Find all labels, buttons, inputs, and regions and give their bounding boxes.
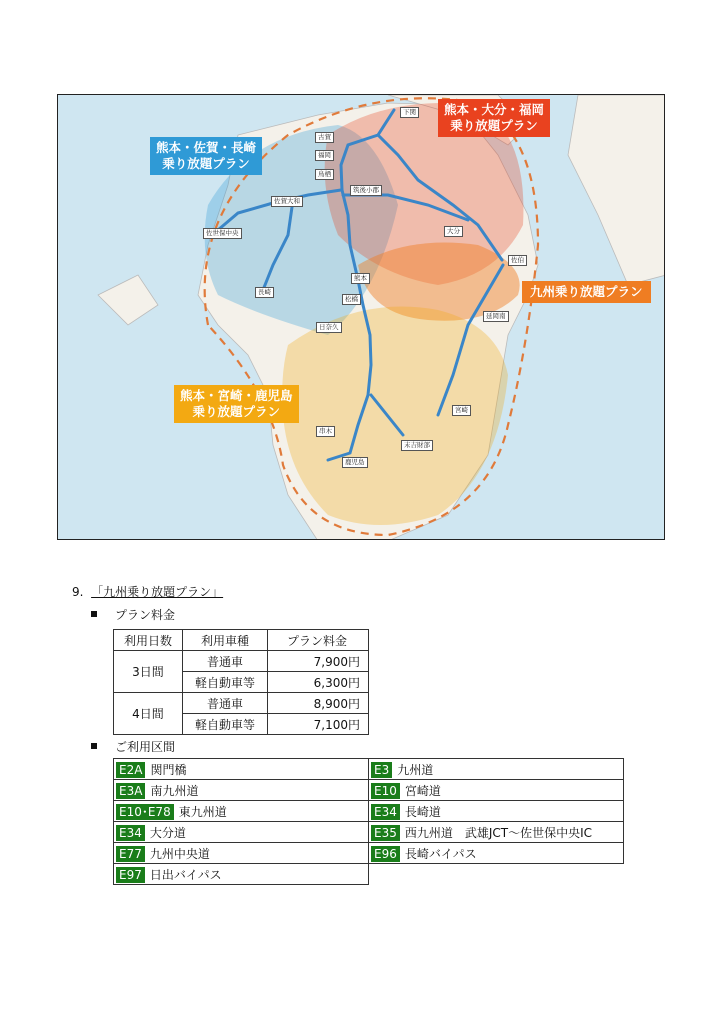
station-label: 鹿児島 (342, 457, 368, 468)
route-cell (114, 801, 369, 822)
route-code-badge: E10 (371, 783, 400, 799)
label-kumamoto-oita-fukuoka (438, 99, 550, 137)
label-line-1: 九州乗り放題プラン (530, 284, 643, 299)
route-code-badge: E35 (371, 825, 400, 841)
station-label: 宮崎 (452, 405, 471, 416)
table-row (114, 801, 624, 822)
route-name: 九州道 (397, 762, 434, 777)
route-cell (369, 822, 624, 843)
bullet-square-icon (91, 743, 97, 749)
table-row (114, 822, 624, 843)
price-cell: 7,100円 (268, 714, 369, 735)
station-label: 熊本 (351, 273, 370, 284)
route-name: 東九州道 (178, 804, 227, 819)
route-cell (369, 801, 624, 822)
route-name: 長崎道 (404, 804, 441, 819)
days-cell: 3日間 (114, 651, 183, 693)
label-line-2: 乗り放題プラン (192, 404, 281, 419)
table-row (114, 780, 624, 801)
table-row (114, 864, 624, 885)
route-name: 大分道 (149, 825, 186, 840)
station-label: 大分 (444, 226, 463, 237)
route-cell (369, 759, 624, 780)
route-code-badge: E10･E78 (116, 804, 174, 820)
usage-heading (91, 738, 175, 755)
route-name: 九州中央道 (149, 846, 210, 861)
station-label: 末吉財部 (401, 440, 433, 451)
section-title (72, 583, 223, 600)
route-name: 南九州道 (150, 783, 199, 798)
station-label: 福岡 (315, 150, 334, 161)
header-vehicle: 利用車種 (183, 630, 268, 651)
vehicle-cell: 普通車 (183, 693, 268, 714)
price-cell: 6,300円 (268, 672, 369, 693)
station-label: 下関 (400, 107, 419, 118)
label-kumamoto-saga-nagasaki (150, 137, 262, 175)
station-label: 佐賀大和 (271, 196, 303, 207)
route-code-badge: E34 (116, 825, 145, 841)
route-cell (114, 759, 369, 780)
label-line-2: 乗り放題プラン (162, 156, 250, 171)
station-label: 延岡南 (483, 311, 509, 322)
fee-heading-text: プラン料金 (115, 608, 176, 622)
route-cell (114, 780, 369, 801)
empty-cell (369, 864, 624, 885)
station-label: 佐伯 (508, 255, 527, 266)
header-days: 利用日数 (114, 630, 183, 651)
route-code-badge: E96 (371, 846, 400, 862)
table-row (114, 759, 624, 780)
shikoku-land (568, 95, 665, 285)
header-price: プラン料金 (268, 630, 369, 651)
label-line-1: 熊本・大分・福岡 (444, 102, 545, 117)
route-name: 西九州道 武雄JCT～佐世保中央IC (404, 825, 593, 840)
label-line-1: 熊本・宮崎・鹿児島 (180, 388, 293, 403)
fee-table (113, 629, 369, 735)
table-row (114, 693, 369, 714)
section-number: 9. (72, 585, 84, 599)
route-code-badge: E97 (116, 867, 145, 883)
route-code-badge: E3A (116, 783, 145, 799)
station-label: 串木 (316, 426, 335, 437)
label-line-2: 乗り放題プラン (450, 118, 538, 133)
route-map (57, 94, 665, 540)
table-header-row (114, 630, 369, 651)
table-row (114, 843, 624, 864)
route-cell (114, 864, 369, 885)
route-name: 関門橋 (150, 762, 187, 777)
section-title-text: 「九州乗り放題プラン」 (91, 585, 224, 599)
route-name: 日出バイパス (149, 867, 222, 882)
station-label: 佐世保中央 (203, 228, 242, 239)
route-cell (369, 780, 624, 801)
route-cell (114, 843, 369, 864)
island-land (98, 275, 158, 325)
route-code-badge: E34 (371, 804, 400, 820)
label-kyushu-plan (522, 281, 651, 303)
station-label: 鳥栖 (315, 169, 334, 180)
table-row (114, 651, 369, 672)
usage-table (113, 758, 624, 885)
station-label: 筑後小郡 (350, 185, 382, 196)
station-label: 日奈久 (316, 322, 342, 333)
station-label: 古賀 (315, 132, 334, 143)
vehicle-cell: 軽自動車等 (183, 714, 268, 735)
vehicle-cell: 軽自動車等 (183, 672, 268, 693)
station-label: 長崎 (255, 287, 274, 298)
station-label: 松橋 (342, 294, 361, 305)
bullet-square-icon (91, 611, 97, 617)
label-line-1: 熊本・佐賀・長崎 (156, 140, 257, 155)
price-cell: 8,900円 (268, 693, 369, 714)
days-cell: 4日間 (114, 693, 183, 735)
price-cell: 7,900円 (268, 651, 369, 672)
route-name: 宮崎道 (404, 783, 441, 798)
usage-heading-text: ご利用区間 (115, 740, 176, 754)
vehicle-cell: 普通車 (183, 651, 268, 672)
route-name: 長崎バイパス (404, 846, 477, 861)
route-cell (369, 843, 624, 864)
zone-yellow (282, 307, 508, 525)
route-code-badge: E2A (116, 762, 145, 778)
route-code-badge: E3 (371, 762, 392, 778)
route-code-badge: E77 (116, 846, 145, 862)
fee-heading (91, 606, 175, 623)
route-cell (114, 822, 369, 843)
label-kumamoto-miyazaki-kagoshima (174, 385, 299, 423)
